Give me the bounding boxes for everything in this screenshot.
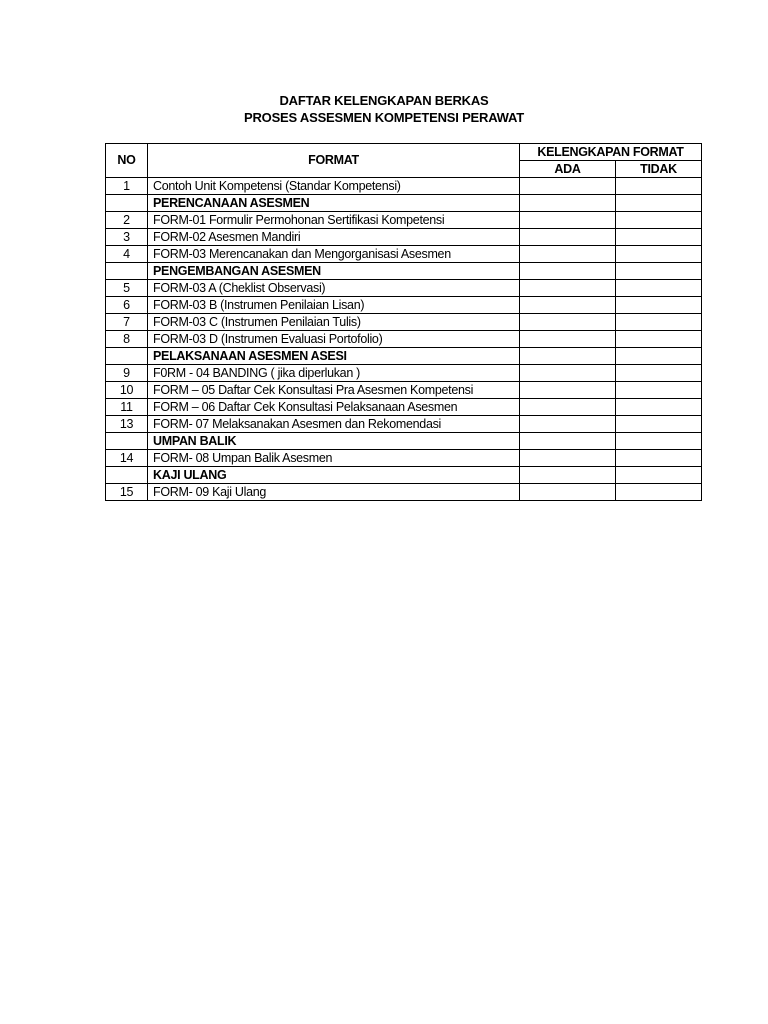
form-name: FORM- 08 Umpan Balik Asesmen xyxy=(148,450,520,467)
ada-cell[interactable] xyxy=(520,382,616,399)
row-number: 6 xyxy=(106,297,148,314)
row-number: 9 xyxy=(106,365,148,382)
section-heading: PENGEMBANGAN ASESMEN xyxy=(148,263,520,280)
tidak-cell[interactable] xyxy=(616,416,702,433)
table-row xyxy=(106,450,702,467)
tidak-cell[interactable] xyxy=(616,280,702,297)
row-number: 4 xyxy=(106,246,148,263)
ada-cell[interactable] xyxy=(520,246,616,263)
tidak-cell[interactable] xyxy=(616,195,702,212)
section-heading: PERENCANAAN ASESMEN xyxy=(148,195,520,212)
ada-cell[interactable] xyxy=(520,297,616,314)
header-format: FORMAT xyxy=(148,144,520,178)
row-number: 2 xyxy=(106,212,148,229)
row-number xyxy=(106,348,148,365)
table-row xyxy=(106,382,702,399)
row-number xyxy=(106,195,148,212)
section-row xyxy=(106,195,702,212)
header-kelengkapan-format: KELENGKAPAN FORMAT xyxy=(520,144,702,161)
row-number xyxy=(106,263,148,280)
section-row xyxy=(106,263,702,280)
ada-cell[interactable] xyxy=(520,450,616,467)
header-tidak: TIDAK xyxy=(616,161,702,178)
ada-cell[interactable] xyxy=(520,433,616,450)
tidak-cell[interactable] xyxy=(616,433,702,450)
checklist-table xyxy=(105,143,702,501)
table-row xyxy=(106,399,702,416)
table-row xyxy=(106,331,702,348)
section-heading: KAJI ULANG xyxy=(148,467,520,484)
document-title: DAFTAR KELENGKAPAN BERKAS xyxy=(279,93,489,108)
tidak-cell[interactable] xyxy=(616,348,702,365)
ada-cell[interactable] xyxy=(520,467,616,484)
row-number xyxy=(106,433,148,450)
row-number: 8 xyxy=(106,331,148,348)
tidak-cell[interactable] xyxy=(616,484,702,501)
table-row xyxy=(106,314,702,331)
ada-cell[interactable] xyxy=(520,263,616,280)
form-name: F0RM - 04 BANDING ( jika diperlukan ) xyxy=(148,365,520,382)
section-row xyxy=(106,467,702,484)
row-number: 3 xyxy=(106,229,148,246)
section-row xyxy=(106,348,702,365)
row-number: 15 xyxy=(106,484,148,501)
tidak-cell[interactable] xyxy=(616,382,702,399)
row-number: 1 xyxy=(106,178,148,195)
ada-cell[interactable] xyxy=(520,365,616,382)
row-number: 13 xyxy=(106,416,148,433)
table-row xyxy=(106,280,702,297)
form-name: FORM-01 Formulir Permohonan Sertifikasi Kompetensi xyxy=(148,212,520,229)
table-row xyxy=(106,416,702,433)
ada-cell[interactable] xyxy=(520,314,616,331)
ada-cell[interactable] xyxy=(520,280,616,297)
ada-cell[interactable] xyxy=(520,178,616,195)
ada-cell[interactable] xyxy=(520,399,616,416)
ada-cell[interactable] xyxy=(520,348,616,365)
section-heading: PELAKSANAAN ASESMEN ASESI xyxy=(148,348,520,365)
form-name: FORM-03 Merencanakan dan Mengorganisasi Asesmen xyxy=(148,246,520,263)
table-row xyxy=(106,484,702,501)
ada-cell[interactable] xyxy=(520,195,616,212)
ada-cell[interactable] xyxy=(520,331,616,348)
table-body xyxy=(106,178,702,501)
table-row xyxy=(106,246,702,263)
table-row xyxy=(106,365,702,382)
ada-cell[interactable] xyxy=(520,229,616,246)
form-name: FORM-03 B (Instrumen Penilaian Lisan) xyxy=(148,297,520,314)
form-name: FORM-03 D (Instrumen Evaluasi Portofolio) xyxy=(148,331,520,348)
ada-cell[interactable] xyxy=(520,212,616,229)
section-heading: UMPAN BALIK xyxy=(148,433,520,450)
tidak-cell[interactable] xyxy=(616,314,702,331)
tidak-cell[interactable] xyxy=(616,212,702,229)
ada-cell[interactable] xyxy=(520,416,616,433)
tidak-cell[interactable] xyxy=(616,467,702,484)
form-name: FORM – 05 Daftar Cek Konsultasi Pra Asesmen Kompetensi xyxy=(148,382,520,399)
table-row xyxy=(106,229,702,246)
form-name: Contoh Unit Kompetensi (Standar Kompetensi) xyxy=(148,178,520,195)
form-name: FORM – 06 Daftar Cek Konsultasi Pelaksanaan Asesmen xyxy=(148,399,520,416)
form-name: FORM-03 C (Instrumen Penilaian Tulis) xyxy=(148,314,520,331)
row-number: 14 xyxy=(106,450,148,467)
header-no: NO xyxy=(106,144,148,178)
tidak-cell[interactable] xyxy=(616,297,702,314)
tidak-cell[interactable] xyxy=(616,331,702,348)
form-name: FORM- 07 Melaksanakan Asesmen dan Rekomendasi xyxy=(148,416,520,433)
row-number xyxy=(106,467,148,484)
tidak-cell[interactable] xyxy=(616,263,702,280)
section-row xyxy=(106,433,702,450)
table-row xyxy=(106,212,702,229)
row-number: 7 xyxy=(106,314,148,331)
tidak-cell[interactable] xyxy=(616,399,702,416)
header-ada: ADA xyxy=(520,161,616,178)
form-name: FORM-03 A (Cheklist Observasi) xyxy=(148,280,520,297)
table-row xyxy=(106,297,702,314)
tidak-cell[interactable] xyxy=(616,178,702,195)
form-name: FORM- 09 Kaji Ulang xyxy=(148,484,520,501)
row-number: 10 xyxy=(106,382,148,399)
tidak-cell[interactable] xyxy=(616,450,702,467)
form-name: FORM-02 Asesmen Mandiri xyxy=(148,229,520,246)
tidak-cell[interactable] xyxy=(616,365,702,382)
document-subtitle: PROSES ASSESMEN KOMPETENSI PERAWAT xyxy=(244,110,524,125)
tidak-cell[interactable] xyxy=(616,229,702,246)
table-header-row xyxy=(106,144,702,161)
ada-cell[interactable] xyxy=(520,484,616,501)
row-number: 5 xyxy=(106,280,148,297)
table-row xyxy=(106,178,702,195)
tidak-cell[interactable] xyxy=(616,246,702,263)
row-number: 11 xyxy=(106,399,148,416)
